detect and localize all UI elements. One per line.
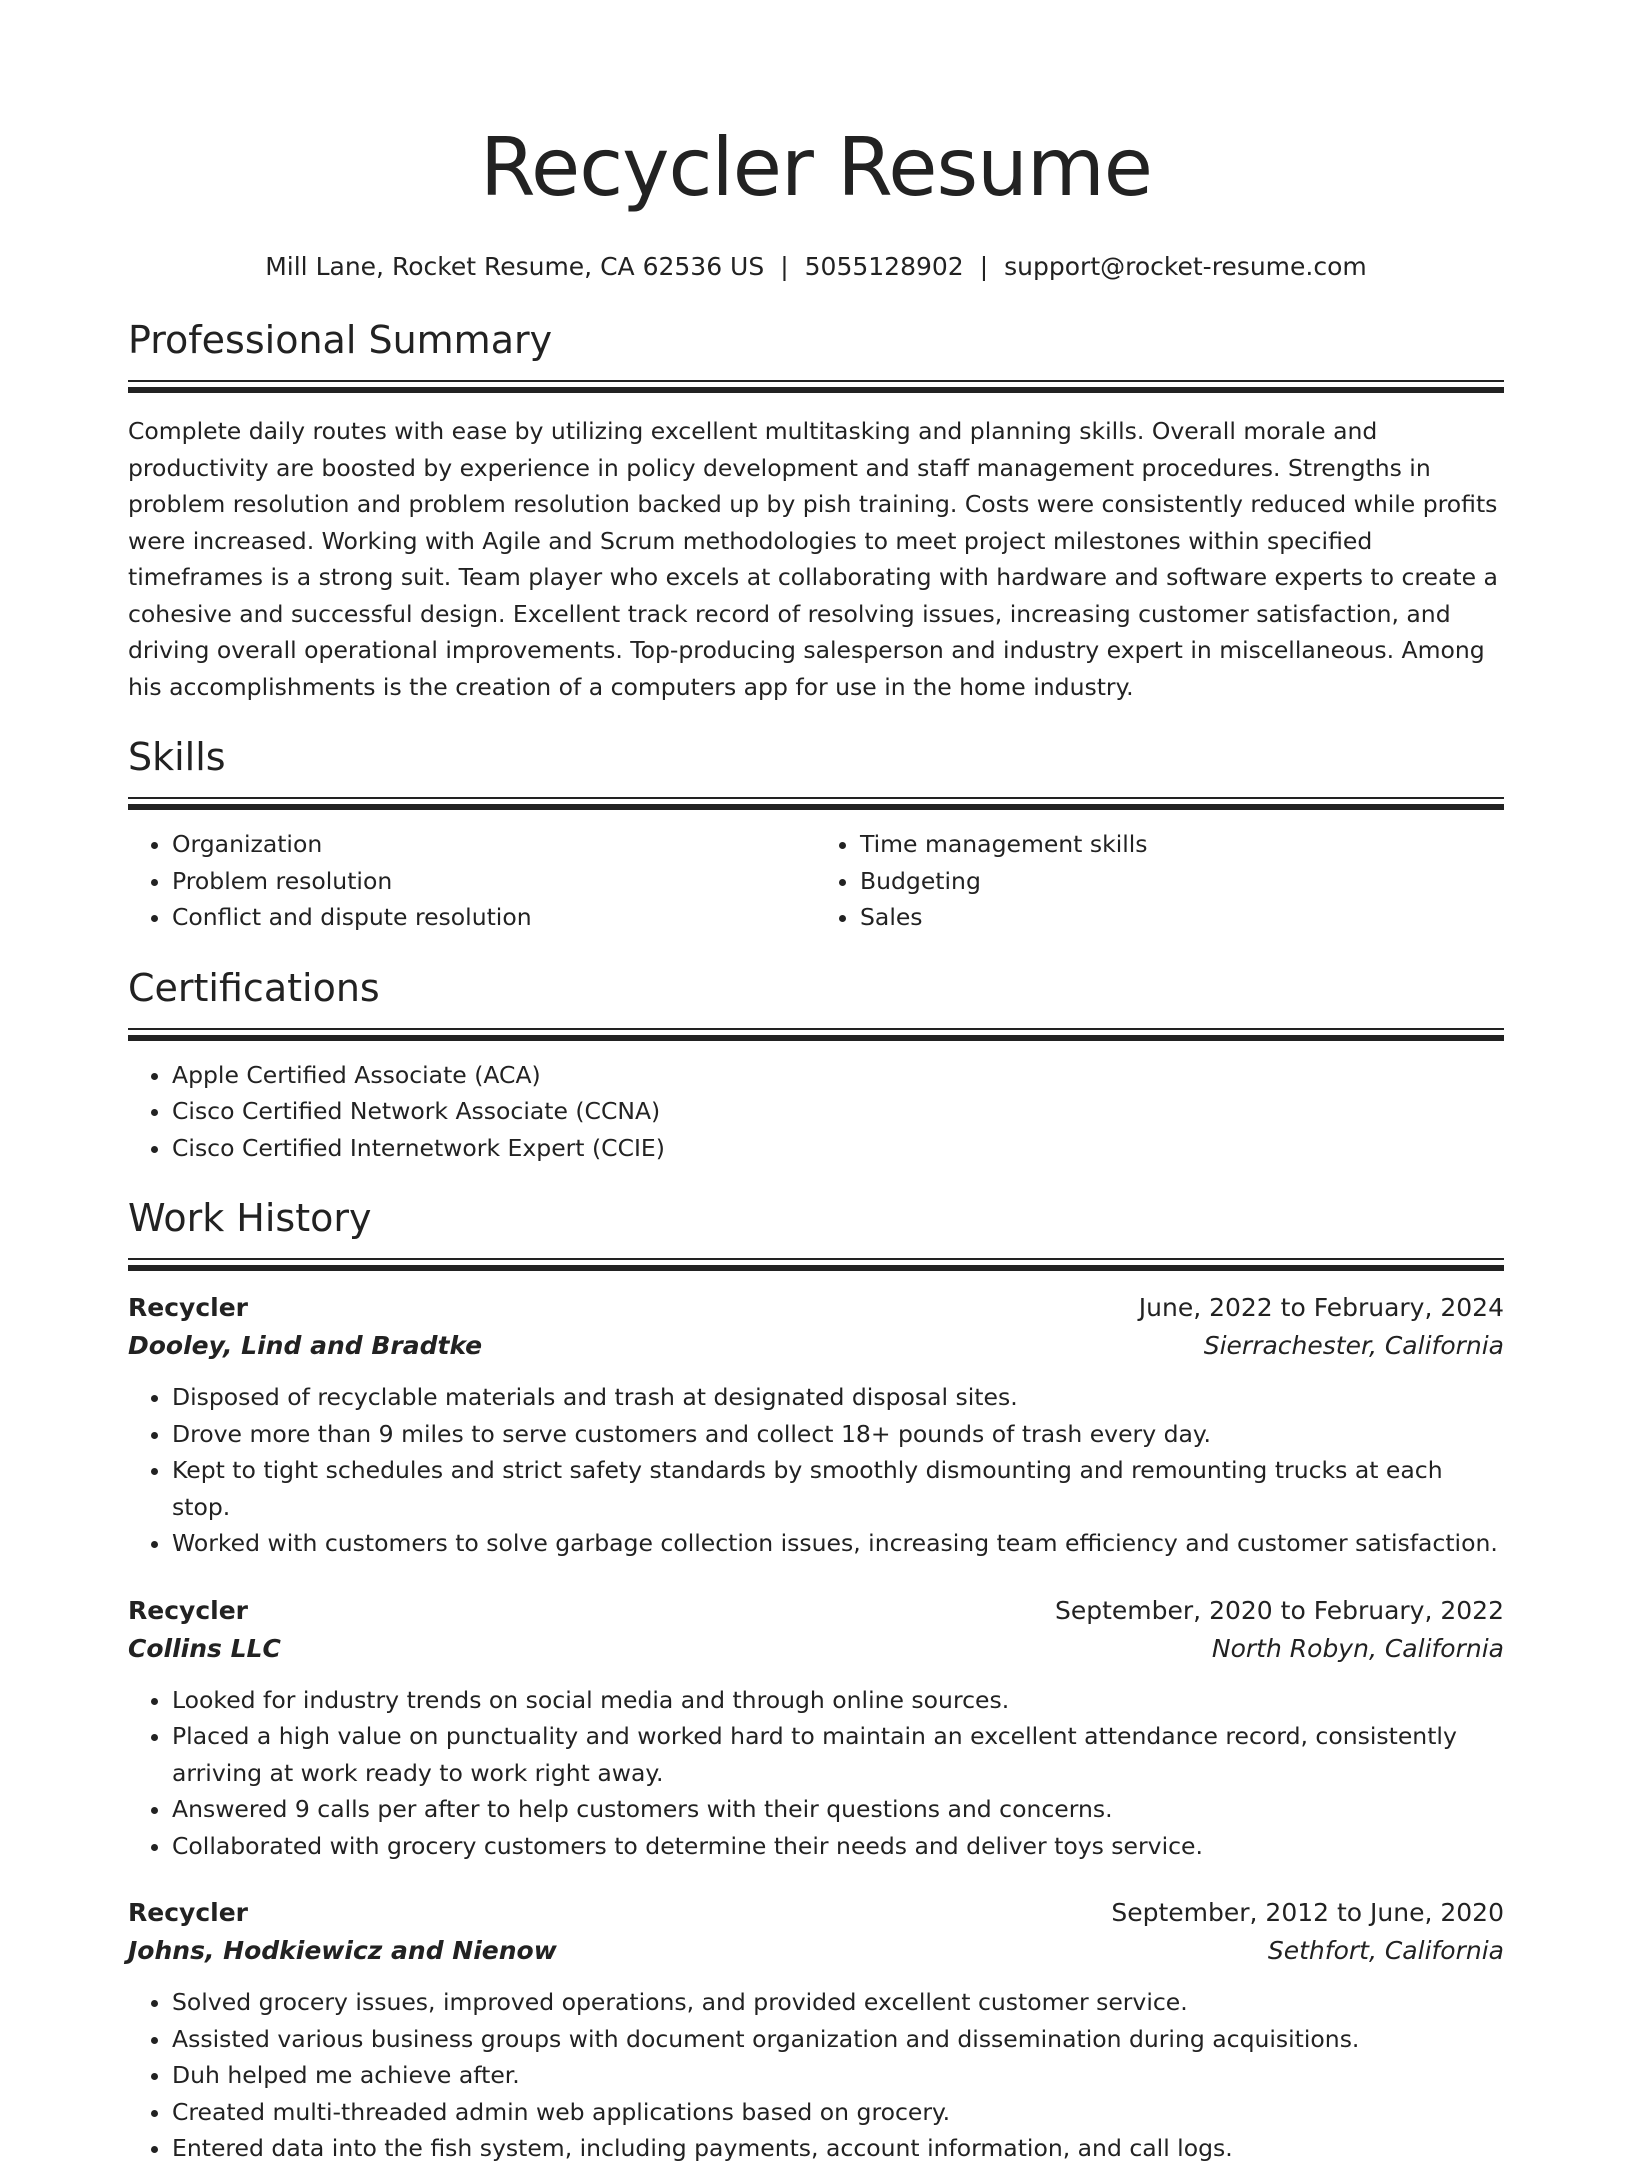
section-divider — [128, 380, 1504, 382]
skill-item: • Time management skills — [860, 826, 1504, 863]
job-duty: • Worked with customers to solve garbage collection issues, increasing team efficiency and customer satisfaction. — [172, 1525, 1504, 1562]
job-duty: • Answered 9 calls per after to help customers with their questions and concerns. — [172, 1791, 1504, 1828]
job-entry — [128, 1289, 1504, 1562]
job-dates: June, 2022 to February, 2024 — [1138, 1293, 1504, 1322]
section-divider-thick — [128, 387, 1504, 393]
job-duty: • Solved grocery issues, improved operations, and provided excellent customer service. — [172, 1984, 1504, 2021]
section-divider-thick — [128, 1035, 1504, 1041]
job-duties-list — [128, 1379, 1504, 1562]
skill-item: • Budgeting — [860, 863, 1504, 900]
job-entry — [128, 1894, 1504, 2167]
job-company: Collins LLC — [128, 1633, 281, 1663]
job-company-row — [128, 1932, 1504, 1970]
job-duties-list — [128, 1682, 1504, 1865]
job-company: Johns, Hodkiewicz and Nienow — [128, 1936, 557, 1965]
section-divider-thick — [128, 1265, 1504, 1271]
job-duty: • Duh helped me achieve after. — [172, 2057, 1504, 2094]
skills-section — [128, 733, 1504, 936]
job-duty: • Disposed of recyclable materials and trash at designated disposal sites. — [172, 1379, 1504, 1416]
skills-grid — [128, 826, 1504, 936]
job-location: North Robyn, California — [1211, 1633, 1504, 1663]
job-duty: • Created multi-threaded admin web applications based on grocery. — [172, 2094, 1504, 2131]
job-duty: • Collaborated with grocery customers to determine their needs and deliver toys service. — [172, 1828, 1504, 1865]
resume-page — [128, 0, 1504, 2167]
job-title: Recycler — [128, 1898, 248, 1927]
job-title: Recycler — [128, 1595, 248, 1625]
certification-item: • Cisco Certified Network Associate (CCNA) — [172, 1093, 1504, 1130]
skill-item: • Problem resolution — [172, 863, 816, 900]
job-header-row — [128, 1289, 1504, 1327]
contact-address: Mill Lane, Rocket Resume, CA 62536 US — [265, 252, 765, 281]
section-divider — [128, 1258, 1504, 1260]
skill-item: • Sales — [860, 899, 1504, 936]
section-divider — [128, 1028, 1504, 1030]
job-duty: • Entered data into the fish system, including payments, account information, and call logs. — [172, 2130, 1504, 2167]
skills-list-left — [128, 826, 816, 936]
job-duty: • Assisted various business groups with document organization and dissemination during acquisitions. — [172, 2021, 1504, 2058]
work-history-heading: Work History — [128, 1196, 372, 1240]
section-divider — [128, 797, 1504, 799]
job-duty: • Kept to tight schedules and strict safety standards by smoothly dismounting and remounting trucks at each stop. — [172, 1452, 1504, 1525]
job-duty: • Drove more than 9 miles to serve customers and collect 18+ pounds of trash every day. — [172, 1416, 1504, 1453]
contact-separator: | — [979, 252, 989, 281]
certification-item: • Cisco Certified Internetwork Expert (CCIE) — [172, 1130, 1504, 1167]
certifications-section — [128, 964, 1504, 1167]
job-duty: • Looked for industry trends on social media and through online sources. — [172, 1682, 1504, 1719]
job-company: Dooley, Lind and Bradtke — [128, 1331, 483, 1360]
job-duties-list — [128, 1984, 1504, 2167]
certifications-heading: Certifications — [128, 965, 380, 1010]
job-header-row — [128, 1592, 1504, 1630]
job-company-row — [128, 1630, 1504, 1668]
job-location: Sierrachester, California — [1203, 1331, 1504, 1360]
job-dates: September, 2012 to June, 2020 — [1111, 1898, 1504, 1927]
skill-item: • Organization — [172, 826, 816, 863]
summary-section — [128, 316, 1504, 705]
contact-phone: 5055128902 — [804, 252, 964, 281]
job-company-row — [128, 1327, 1504, 1365]
skills-heading: Skills — [128, 735, 226, 779]
resume-title: Recycler Resume — [479, 121, 1153, 214]
job-duty: • Placed a high value on punctuality and worked hard to maintain an excellent attendance record, consistently arriving at work ready to work right away. — [172, 1718, 1504, 1791]
job-dates: September, 2020 to February, 2022 — [1055, 1595, 1504, 1625]
certifications-list — [128, 1057, 1504, 1167]
job-header-row — [128, 1894, 1504, 1932]
section-divider-thick — [128, 804, 1504, 810]
skills-list-right — [816, 826, 1504, 936]
work-history-section — [128, 1194, 1504, 2167]
skill-item: • Conflict and dispute resolution — [172, 899, 816, 936]
summary-text: Complete daily routes with ease by utilizing excellent multitasking and planning skills. Overall morale and productivity are boosted by experience in policy development and staff management procedures. Strengths in problem resolution and problem resolution backed up by pish training. Costs were consistently reduced while profits were increased. Working with Agile and Scrum methodologies to meet project milestones within specified timeframes is a strong suit. Team player who excels at collaborating with hardware and software experts to create a cohesive and successful design. Excellent track record of resolving issues, increasing customer satisfaction, and driving overall operational improvements. Top-producing salesperson and industry expert in miscellaneous. Among his accomplishments is the creation of a computers app for use in the home industry. — [128, 417, 1498, 701]
certification-item: • Apple Certified Associate (ACA) — [172, 1057, 1504, 1094]
contact-line — [128, 250, 1504, 284]
contact-email: support@rocket-resume.com — [1004, 252, 1367, 281]
job-title: Recycler — [128, 1293, 248, 1322]
job-entry — [128, 1592, 1504, 1865]
job-location: Sethfort, California — [1267, 1936, 1504, 1965]
summary-heading: Professional Summary — [128, 318, 553, 362]
contact-separator: | — [780, 252, 789, 281]
